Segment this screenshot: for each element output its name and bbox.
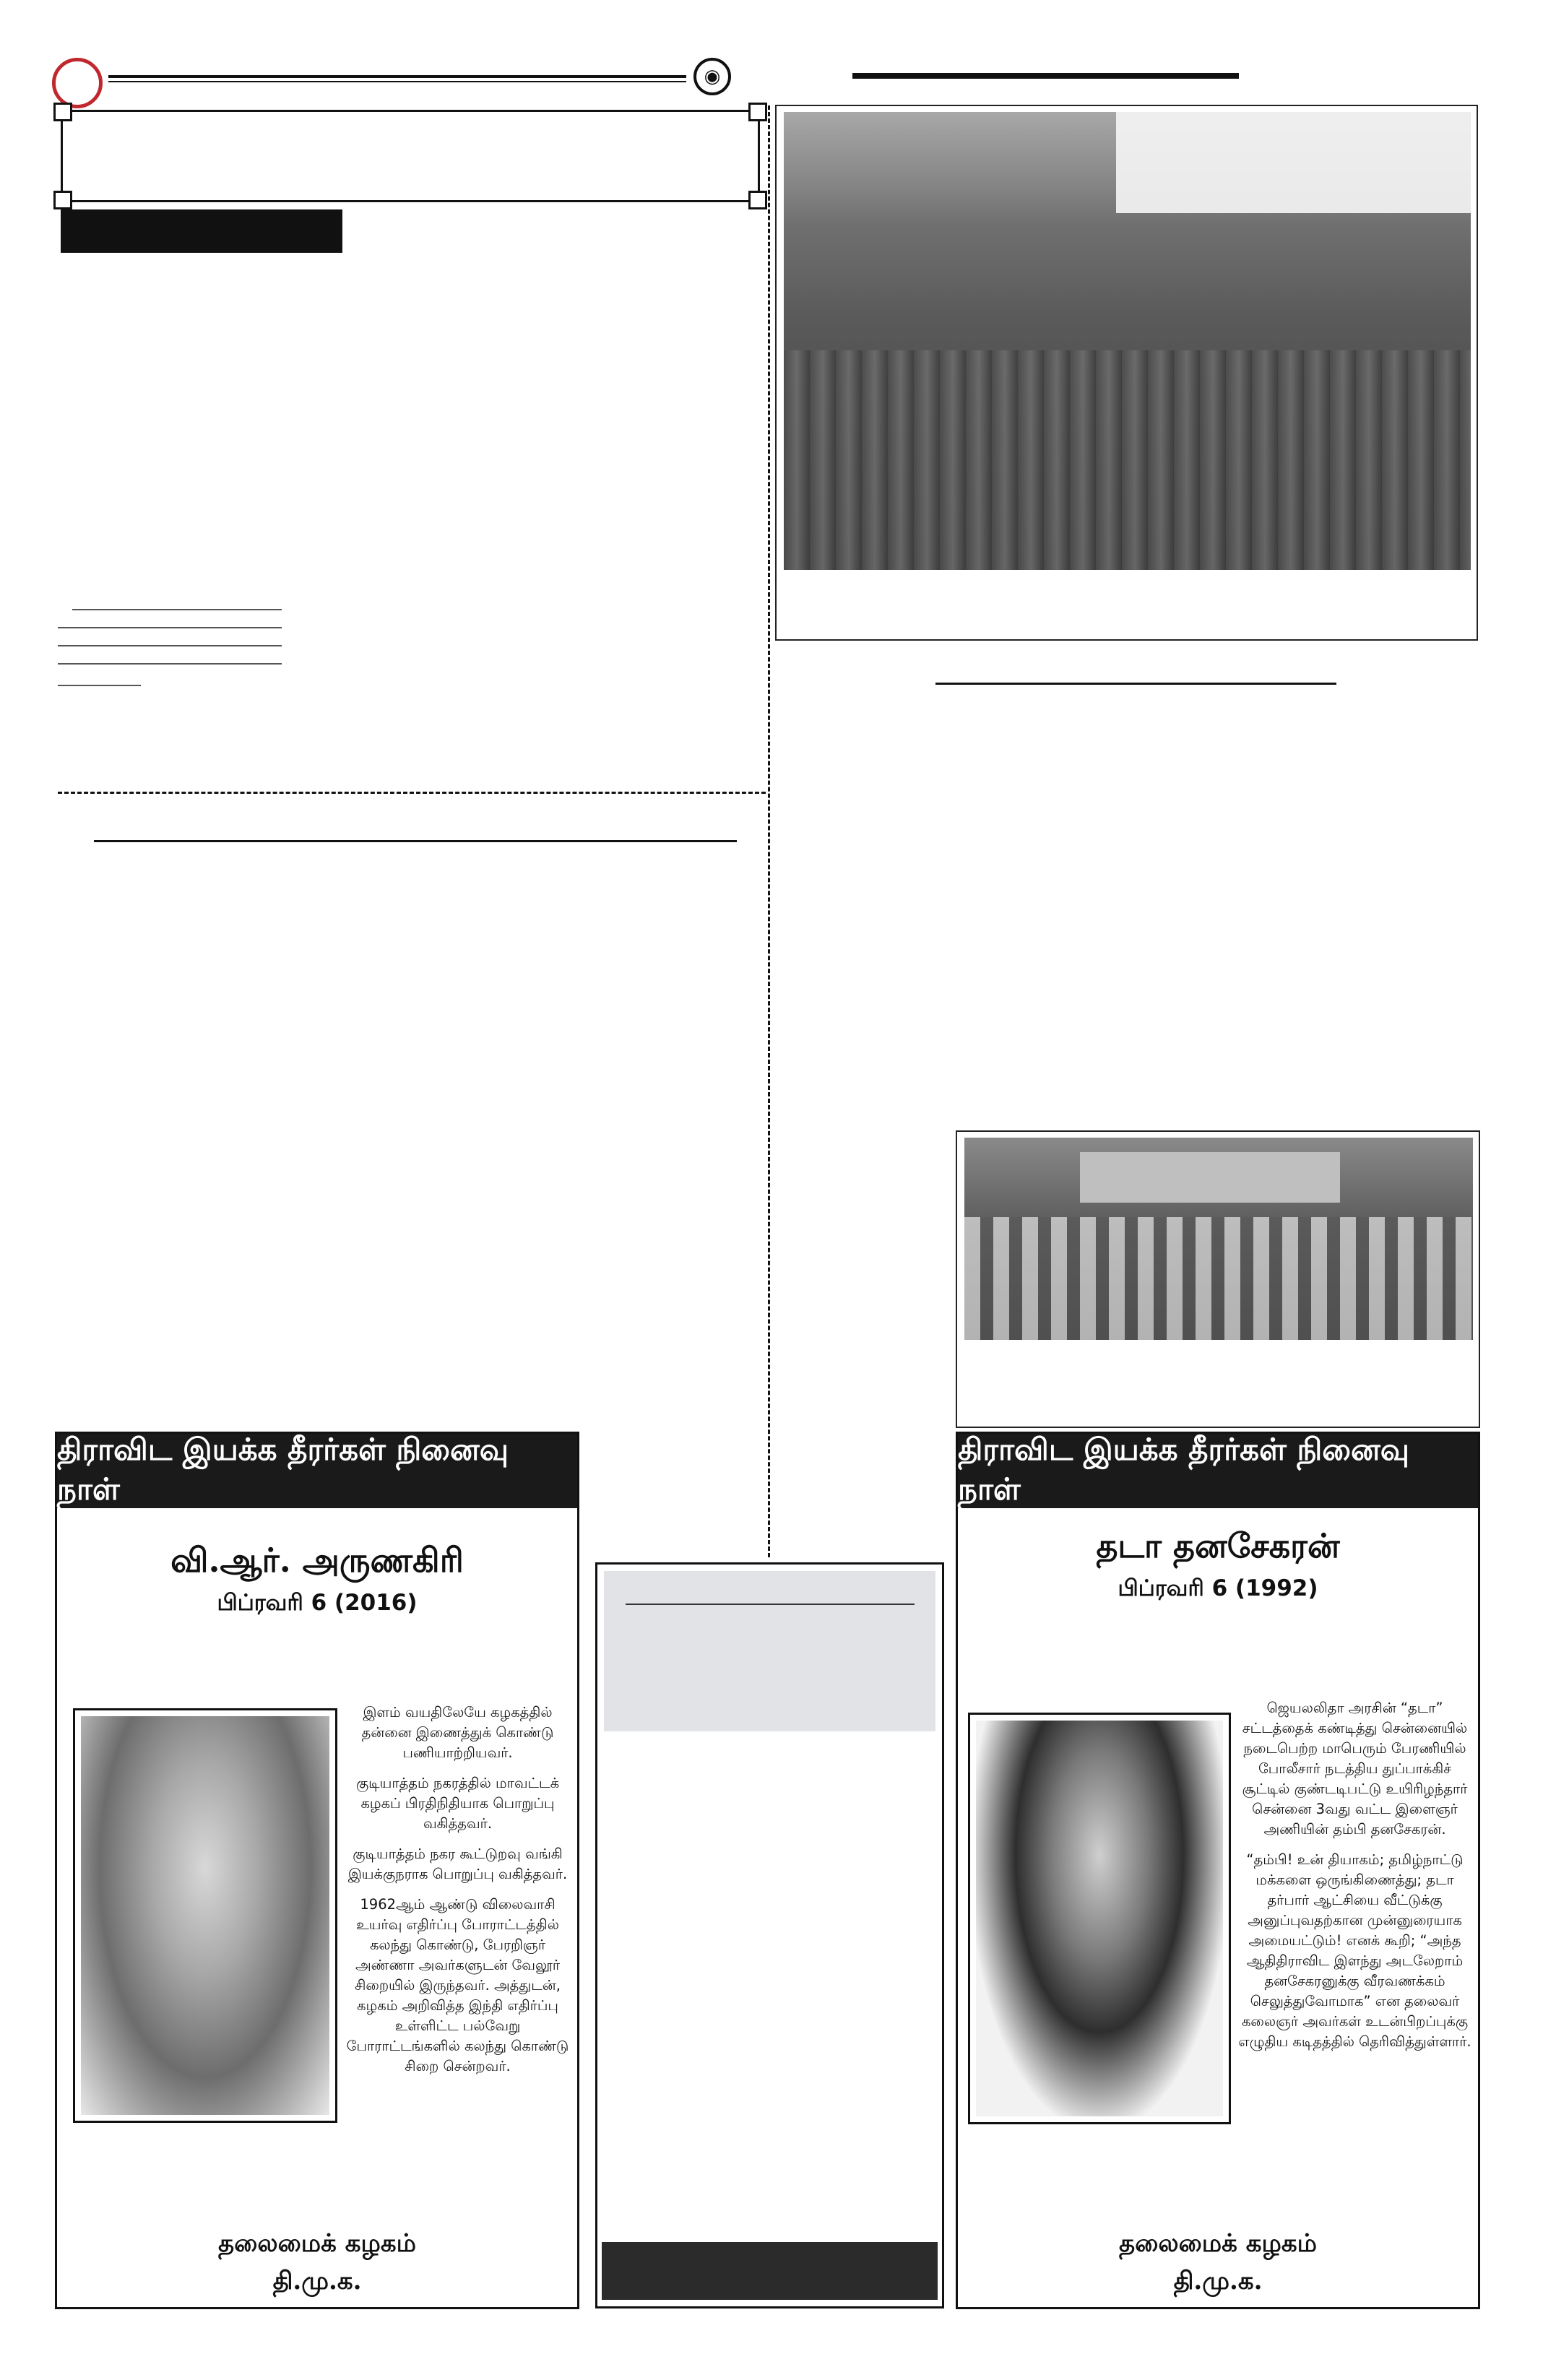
stage-area [784,112,1471,224]
person-name: தடா தனசேகரன் [1096,1526,1340,1565]
memorial-date: பிப்ரவரி 6 (2016) [217,1590,418,1616]
panel-rule [626,1604,915,1605]
headline-box [61,110,760,202]
article-rule [94,840,737,842]
dark-footer-bar [602,2242,938,2300]
tribute-photo [964,1138,1473,1340]
middle-ad-box [595,1562,944,2308]
text-rule [58,627,282,628]
signature-party: தி.மு.க. [272,2267,362,2295]
bio-paragraph: குடியாத்தம் நகரத்தில் மாவட்டக் கழகப் பிரதிநிதியாக பொறுப்பு வகித்தவர். [355,1775,560,1832]
ornament-corner [748,191,767,209]
bio-paragraph: குடியாத்தம் நகர கூட்டுறவு வங்கி இயக்குநராக பொறுப்பு வகித்தவர். [347,1845,568,1882]
card-header: திராவிட இயக்க தீரர்கள் நினைவு நாள் [958,1434,1478,1508]
portrait-image [81,1716,329,2115]
signature-line: தலைமைக் கழகம் [218,2229,416,2258]
person-name: வி.ஆர். அருணகிரி [170,1541,464,1580]
portrait-photo [73,1708,337,2123]
biography-text [340,1702,575,2087]
text-rule [58,645,282,646]
memorial-card [55,1432,579,2309]
people-row [964,1217,1473,1340]
biography-text [1234,1698,1476,2062]
bio-paragraph: ஜெயலலிதா அரசின் “தடா” சட்டத்தைக் கண்டித்து சென்னையில் நடைபெற்ற மாபெரும் பேரணியில் போலீசார் நடத்திய துப்பாக்கிச் சூட்டில் குண்டடிபட்டு உயிரிழந்தார் சென்னை 3வது வட்ட இளைஞர் அணியின் தம்பி தனசேகரன். [1242,1700,1468,1838]
signature-line: தலைமைக் கழகம் [1119,2229,1317,2258]
header-rule [108,75,686,78]
memorial-date: பிப்ரவரி 6 (1992) [1118,1575,1318,1601]
portrait-image [976,1721,1223,2116]
memorial-banner [1080,1152,1340,1203]
signature-block [958,2225,1478,2300]
signature-block [57,2225,577,2300]
header-rule-thin [108,81,686,82]
small-photo-frame [956,1130,1480,1428]
text-rule [72,609,282,610]
text-rule [58,685,141,686]
bio-paragraph: இளம் வயதிலேயே கழகத்தில் தன்னை இணைத்துக் கொண்டு பணியாற்றியவர். [361,1704,554,1761]
grey-panel [604,1571,935,1731]
column-divider [768,105,770,1557]
main-photo-frame [775,105,1478,641]
header-rule-right [852,73,1239,79]
crowd-area [784,350,1471,570]
party-emblem-icon: ◉ [693,58,731,95]
section-divider [58,792,766,794]
text-rule [58,663,282,665]
memorial-card [956,1432,1480,2309]
bio-paragraph: “தம்பி! உன் தியாகம்; தமிழ்நாட்டு மக்களை ஒருங்கிணைத்து; தடா தர்பார் ஆட்சியை வீட்டுக்கு அனுப்புவதற்கான முன்னுரையாக அமையட்டும்! எனக் கூறி; “அந்த ஆதிதிராவிட இளந்து அடலேறாம் தனசேகரனுக்கு வீரவணக்கம் செலுத்துவோமாக” என தலைவர் கலைஞர் அவர்கள் உடன்பிறப்புக்கு எழுதிய கடிதத்தில் தெரிவித்துள்ளார். [1238,1851,1471,2050]
section-label-bar [61,209,342,253]
ornament-corner [53,191,72,209]
bio-paragraph: 1962ஆம் ஆண்டு விலைவாசி உயர்வு எதிர்ப்பு போராட்டத்தில் கலந்து கொண்டு, பேரறிஞர் அண்ணா அவர்களுடன் வேலூர் சிறையில் இருந்தவர். அத்துடன், கழகம் அறிவித்த இந்தி எதிர்ப்பு உள்ளிட்ட பல்வேறு போராட்டங்களில் கலந்து கொண்டு சிறை சென்றவர். [346,1896,569,2074]
portrait-photo [968,1713,1231,2124]
ornament-corner [748,103,767,121]
rally-photo [784,112,1471,570]
page-number-circle [52,58,103,108]
article-rule [935,683,1336,685]
card-header: திராவிட இயக்க தீரர்கள் நினைவு நாள் [57,1434,577,1508]
signature-party: தி.மு.க. [1173,2267,1263,2295]
ornament-corner [53,103,72,121]
